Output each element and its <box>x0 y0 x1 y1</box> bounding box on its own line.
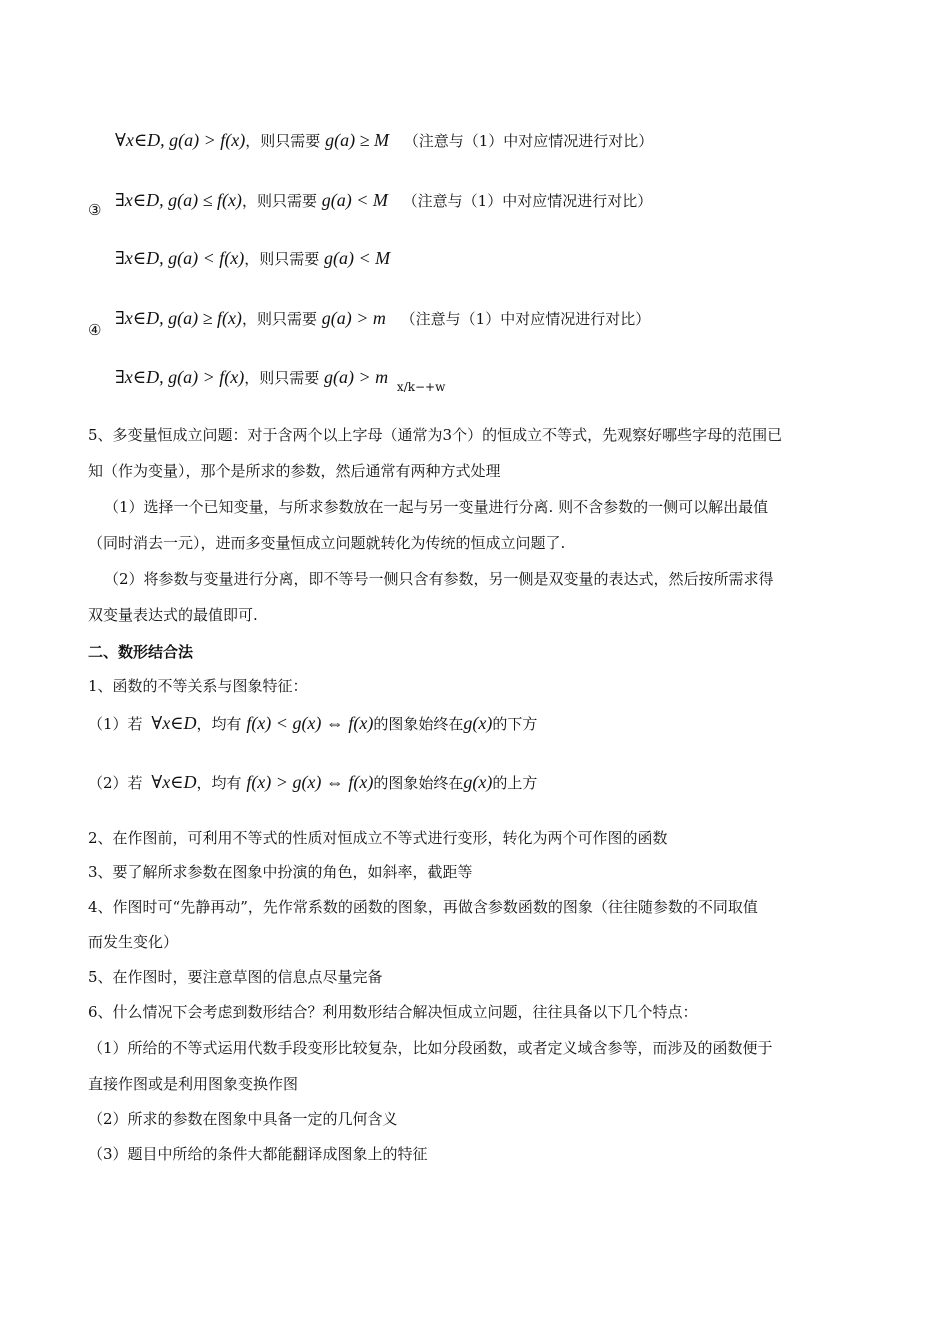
condition-result: g(a) < M <box>324 248 391 268</box>
condition-row-3 <box>115 248 390 269</box>
condition-formula: ∃x∈D, g(a) ≥ f(x) <box>115 308 242 328</box>
condition-row-4 <box>115 308 650 329</box>
section-two-item6: 6、什么情况下会考虑到数形结合？利用数形结合解决恒成立问题，往往具备以下几个特点： <box>88 1003 698 1021</box>
condition-text: ，则只需要 <box>244 369 320 387</box>
section-two-item2: 2、在作图前，可利用不等式的性质对恒成立不等式进行变形，转化为两个可作图的函数 <box>88 829 668 847</box>
condition-text: ，则只需要 <box>245 132 321 150</box>
graph-condition-g: g(x) <box>463 772 493 792</box>
graph-condition-formula: f(x) > g(x) ⇔ f(x) <box>246 772 374 792</box>
graph-condition-formula: f(x) < g(x) ⇔ f(x) <box>246 713 374 733</box>
graph-condition-2 <box>88 772 537 793</box>
condition-result: g(a) > m <box>321 308 386 328</box>
condition-row-5 <box>115 367 446 394</box>
graph-condition-g: g(x) <box>463 713 493 733</box>
graph-condition-forall: ∀x∈D <box>151 713 197 733</box>
feature-1-line1: （1）所给的不等式运用代数手段变形比较复杂，比如分段函数，或者定义域含参等，而涉及的函数便于 <box>88 1039 773 1057</box>
graph-condition-text: 的图象始终在 <box>373 715 464 733</box>
condition-result: g(a) < M <box>321 190 388 210</box>
condition-note: （注意与（1）中对应情况进行对比） <box>403 132 654 150</box>
graph-condition-end: 的上方 <box>492 774 538 792</box>
condition-note: （注意与（1）中对应情况进行对比） <box>400 310 651 328</box>
condition-note: x/k−+w <box>396 380 446 394</box>
section-two-title: 二、数形结合法 <box>88 643 194 661</box>
condition-formula: ∀x∈D, g(a) > f(x) <box>115 130 246 150</box>
graph-condition-mid: ，均有 <box>196 715 242 733</box>
section5-p1-line2: （同时消去一元），进而多变量恒成立问题就转化为传统的恒成立问题了. <box>88 534 566 552</box>
graph-condition-prefix: （1）若 <box>88 715 143 733</box>
graph-condition-mid: ，均有 <box>196 774 242 792</box>
condition-text: ，则只需要 <box>241 310 317 328</box>
graph-condition-forall: ∀x∈D <box>151 772 197 792</box>
condition-row-1 <box>115 130 653 151</box>
section-two-item4-line1: 4、作图时可“先静再动”，先作常系数的函数的图象，再做含参数函数的图象（往往随参数的不同取值 <box>88 898 758 916</box>
section-two-item4-line2: 而发生变化） <box>88 933 179 951</box>
graph-condition-1 <box>88 713 537 734</box>
condition-formula: ∃x∈D, g(a) ≤ f(x) <box>115 190 242 210</box>
graph-condition-text: 的图象始终在 <box>373 774 464 792</box>
section-two-item1: 1、函数的不等关系与图象特征： <box>88 677 308 695</box>
condition-result: g(a) ≥ M <box>325 130 389 150</box>
condition-note: （注意与（1）中对应情况进行对比） <box>402 192 653 210</box>
section5-p2-line1: （2）将参数与变量进行分离，即不等号一侧只含有参数，另一侧是双变量的表达式，然后按所需求得 <box>104 570 774 588</box>
condition-marker: ③ <box>88 201 102 219</box>
condition-row-2 <box>115 190 652 211</box>
feature-1-line2: 直接作图或是利用图象变换作图 <box>88 1075 299 1093</box>
feature-3: （3）题目中所给的条件大都能翻译成图象上的特征 <box>88 1145 428 1163</box>
section5-p2-line2: 双变量表达式的最值即可. <box>88 606 258 624</box>
section5-line1: 5、多变量恒成立问题：对于含两个以上字母（通常为3个）的恒成立不等式，先观察好哪些字母的范围已 <box>88 426 783 444</box>
graph-condition-end: 的下方 <box>492 715 538 733</box>
condition-text: ，则只需要 <box>244 250 320 268</box>
condition-marker: ④ <box>88 321 102 339</box>
feature-2: （2）所求的参数在图象中具备一定的几何含义 <box>88 1110 398 1128</box>
condition-formula: ∃x∈D, g(a) < f(x) <box>115 248 245 268</box>
section5-line2: 知（作为变量），那个是所求的参数，然后通常有两种方式处理 <box>88 462 501 480</box>
condition-formula: ∃x∈D, g(a) > f(x) <box>115 367 245 387</box>
section5-p1-line1: （1）选择一个已知变量，与所求参数放在一起与另一变量进行分离. 则不含参数的一侧可以解出最值 <box>104 498 769 516</box>
condition-result: g(a) > m <box>324 367 389 387</box>
condition-text: ，则只需要 <box>241 192 317 210</box>
section-two-item3: 3、要了解所求参数在图象中扮演的角色，如斜率，截距等 <box>88 863 473 881</box>
section-two-item5: 5、在作图时，要注意草图的信息点尽量完备 <box>88 968 383 986</box>
graph-condition-prefix: （2）若 <box>88 774 143 792</box>
